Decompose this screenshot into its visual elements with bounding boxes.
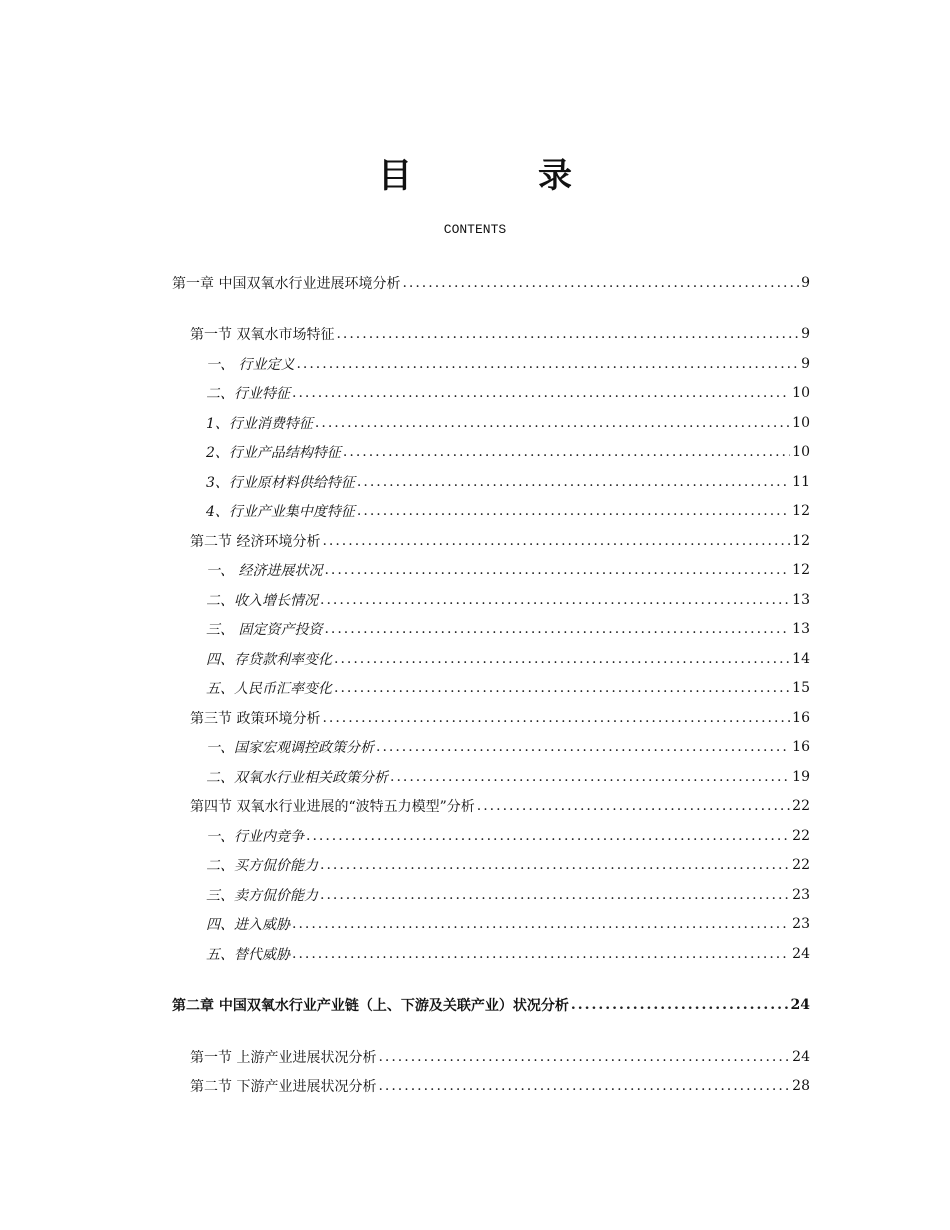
toc-entry-level-2[interactable]	[190, 1072, 810, 1102]
toc-entry-page-number: 11	[792, 473, 810, 490]
toc-leader-dots	[477, 796, 790, 816]
page-subtitle: CONTENTS	[443, 222, 507, 237]
toc-leader-dots	[292, 383, 790, 403]
toc-entry-level-3[interactable]	[206, 556, 810, 586]
toc-entry-page-number: 22	[792, 857, 810, 874]
toc-entry-level-3[interactable]	[206, 379, 810, 409]
toc-entry-level-3[interactable]	[206, 851, 810, 881]
toc-leader-dots	[336, 324, 799, 344]
toc-leader-dots	[402, 273, 799, 293]
toc-entry-page-number: 10	[792, 414, 810, 431]
toc-leader-dots	[306, 826, 790, 846]
toc-entry-level-2[interactable]	[190, 792, 810, 822]
toc-entry-level-3[interactable]	[206, 467, 810, 497]
toc-entry-page-number: 10	[792, 385, 810, 402]
toc-leader-dots	[378, 1076, 790, 1096]
toc-entry-label: 三、卖方侃价能力	[206, 887, 318, 904]
toc-entry-page-number: 9	[801, 326, 810, 343]
toc-entry-level-2[interactable]	[190, 320, 810, 350]
toc-entry-level-1[interactable]	[172, 991, 810, 1021]
toc-entry-label: 三、 固定资产投资	[206, 622, 323, 639]
toc-entry-label: 一、 行业定义	[206, 356, 295, 373]
toc-entry-label: 第三节 政策环境分析	[190, 710, 321, 727]
toc-entry-level-3[interactable]	[206, 733, 810, 763]
toc-leader-dots	[334, 678, 790, 698]
toc-entry-label: 3、行业原材料供给特征	[206, 474, 355, 491]
toc-leader-dots	[376, 737, 790, 757]
toc-leader-dots	[296, 354, 799, 374]
toc-entry-page-number: 28	[792, 1078, 810, 1095]
toc-entry-page-number: 13	[792, 621, 810, 638]
toc-leader-dots	[315, 413, 790, 433]
toc-leader-dots	[390, 767, 790, 787]
toc-entry-label: 第一章 中国双氧水行业进展环境分析	[172, 275, 401, 292]
toc-entry-page-number: 14	[792, 650, 810, 667]
toc-entry-level-3[interactable]	[206, 644, 810, 674]
toc-leader-dots	[320, 885, 790, 905]
toc-entry-page-number: 15	[792, 680, 810, 697]
toc-entry-page-number: 9	[801, 355, 810, 372]
toc-entry-label: 二、收入增长情况	[206, 592, 318, 609]
toc-leader-dots	[334, 649, 790, 669]
toc-entry-level-3[interactable]	[206, 674, 810, 704]
toc-entry-page-number: 24	[792, 945, 810, 962]
toc-leader-dots	[322, 531, 790, 551]
page-title: 目 录	[378, 156, 618, 196]
toc-entry-level-3[interactable]	[206, 939, 810, 969]
toc-entry-level-3[interactable]	[206, 497, 810, 527]
toc-entry-label: 一、国家宏观调控政策分析	[206, 740, 374, 757]
toc-entry-level-2[interactable]	[190, 703, 810, 733]
table-of-contents	[0, 268, 950, 1101]
toc-entry-label: 四、进入威胁	[206, 917, 290, 934]
toc-leader-dots	[292, 944, 790, 964]
toc-leader-dots	[292, 914, 790, 934]
toc-entry-label: 第一节 上游产业进展状况分析	[190, 1049, 377, 1066]
toc-entry-level-2[interactable]	[190, 526, 810, 556]
toc-entry-label: 1、行业消费特征	[206, 415, 313, 432]
toc-entry-page-number: 9	[801, 274, 810, 291]
toc-entry-label: 第二节 下游产业进展状况分析	[190, 1079, 377, 1096]
toc-entry-page-number: 22	[792, 798, 810, 815]
toc-entry-label: 第四节 双氧水行业进展的“波特五力模型”分析	[190, 799, 475, 816]
toc-entry-label: 五、替代威胁	[206, 946, 290, 963]
toc-entry-label: 二、双氧水行业相关政策分析	[206, 769, 388, 786]
toc-entry-label: 一、行业内竞争	[206, 828, 304, 845]
toc-entry-page-number: 24	[790, 997, 810, 1014]
toc-entry-label: 四、存贷款利率变化	[206, 651, 332, 668]
toc-entry-label: 4、行业产业集中度特征	[206, 504, 355, 521]
toc-entry-page-number: 12	[792, 562, 810, 579]
toc-entry-label: 第一节 双氧水市场特征	[190, 327, 335, 344]
toc-leader-dots	[378, 1047, 790, 1067]
toc-leader-dots	[357, 501, 790, 521]
toc-entry-page-number: 23	[792, 916, 810, 933]
toc-entry-level-3[interactable]	[206, 821, 810, 851]
toc-entry-level-3[interactable]	[206, 910, 810, 940]
toc-entry-label: 二、买方侃价能力	[206, 858, 318, 875]
toc-entry-level-3[interactable]	[206, 585, 810, 615]
toc-entry-page-number: 19	[792, 768, 810, 785]
toc-leader-dots	[324, 560, 790, 580]
toc-entry-page-number: 24	[792, 1048, 810, 1065]
toc-entry-level-3[interactable]	[206, 408, 810, 438]
toc-entry-level-3[interactable]	[206, 438, 810, 468]
toc-entry-level-3[interactable]	[206, 762, 810, 792]
toc-leader-dots	[320, 855, 790, 875]
toc-entry-label: 2、行业产品结构特征	[206, 445, 341, 462]
toc-entry-level-3[interactable]	[206, 880, 810, 910]
toc-entry-label: 五、人民币汇率变化	[206, 681, 332, 698]
toc-entry-page-number: 16	[792, 739, 810, 756]
toc-leader-dots	[343, 442, 790, 462]
toc-entry-page-number: 16	[792, 709, 810, 726]
toc-entry-page-number: 22	[792, 827, 810, 844]
toc-leader-dots	[571, 995, 789, 1015]
toc-leader-dots	[320, 590, 790, 610]
toc-entry-label: 一、 经济进展状况	[206, 563, 323, 580]
toc-entry-page-number: 12	[792, 503, 810, 520]
toc-entry-level-3[interactable]	[206, 615, 810, 645]
toc-entry-label: 二、行业特征	[206, 386, 290, 403]
toc-entry-label: 第二章 中国双氧水行业产业链（上、下游及关联产业）状况分析	[172, 998, 569, 1015]
toc-entry-level-1[interactable]	[172, 268, 810, 298]
toc-entry-page-number: 23	[792, 886, 810, 903]
toc-entry-level-3[interactable]	[206, 349, 810, 379]
toc-leader-dots	[324, 619, 790, 639]
toc-leader-dots	[322, 708, 790, 728]
toc-entry-page-number: 13	[792, 591, 810, 608]
toc-entry-page-number: 12	[792, 532, 810, 549]
toc-entry-page-number: 10	[792, 444, 810, 461]
toc-entry-level-2[interactable]	[190, 1042, 810, 1072]
toc-entry-label: 第二节 经济环境分析	[190, 533, 321, 550]
toc-leader-dots	[357, 472, 790, 492]
